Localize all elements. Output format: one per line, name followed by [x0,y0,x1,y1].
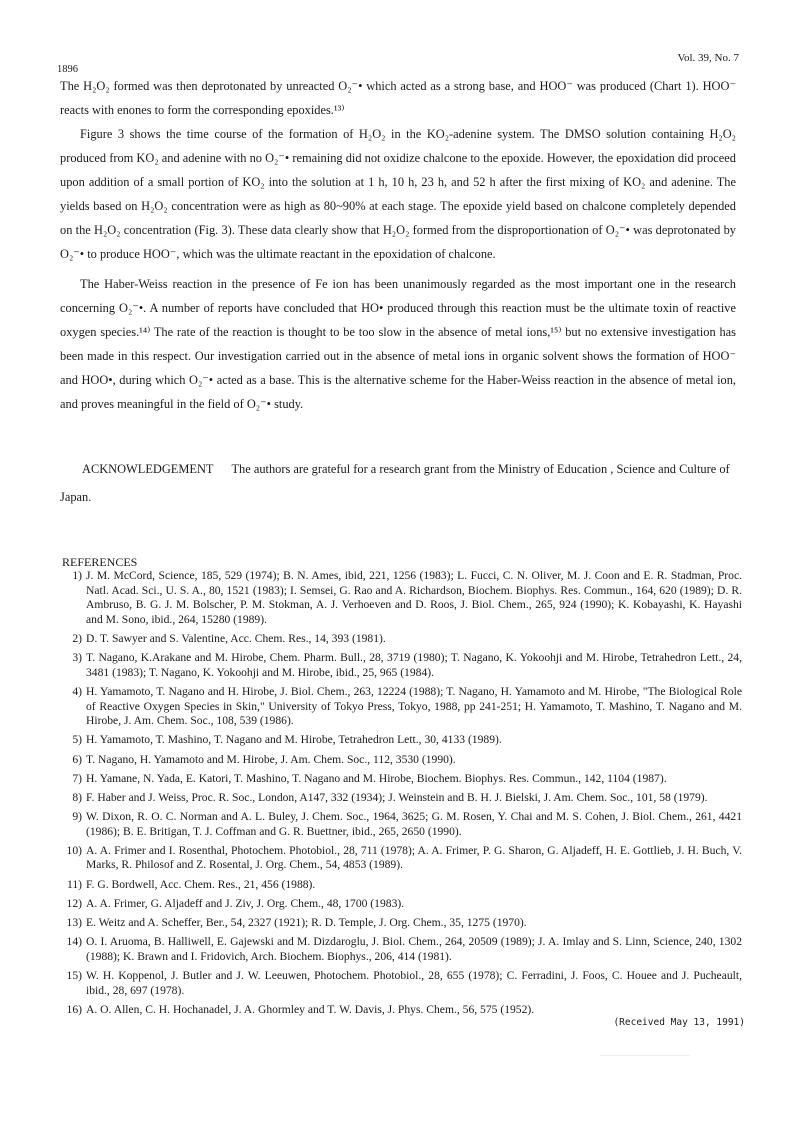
reference-item [62,791,742,806]
reference-item [62,772,742,787]
reference-number: 9) [72,810,82,824]
reference-text: O. I. Aruoma, B. Halliwell, E. Gajewski and M. Dizdaroglu, J. Biol. Chem., 264, 20509 (1989); J. A. Imlay and S. Linn, Science, 240, 1302 (1988); K. Brawn and I. Fridovich, Arch. Biochem. Biophys., 206, 414 (1981). [86,935,742,963]
reference-text: W. H. Koppenol, J. Butler and J. W. Leeuwen, Photochem. Photobiol., 28, 655 (1978); C. Ferradini, J. Foos, C. Houee and J. Pucheault, ibid., 28, 697 (1978). [86,968,742,997]
reference-item [62,810,742,839]
reference-number: 7) [72,771,82,785]
reference-number: 6) [72,752,82,766]
reference-text: H. Yamane, N. Yada, E. Katori, T. Mashino, T. Nagano and M. Hirobe, Biochem. Biophys. Res. Commun., 142, 1104 (1987). [86,771,667,785]
reference-number: 4) [72,684,82,698]
paragraph-2: Figure 3 shows the time course of the formation of H₂O₂ in the KO₂-adenine system. The DMSO solution containing H₂O₂ produced from KO₂ and adenine with no O₂⁻• remaining did not oxidize chalcone to the epoxide. However, the epoxidation did proceed upon addition of a small portion of KO₂ into the solution at 1 h, 10 h, 23 h, and 52 h after the first mixing of KO₂ and adenine. The yields based on H₂O₂ concentration were as high as 80~90% at each stage. The epoxide yield based on chalcone completely depended on the H₂O₂ concentration (Fig. 3). These data clearly show that H₂O₂ formed from the disproportionation of O₂⁻• was deprotonated by O₂⁻• to produce HOO⁻, which was the ultimate reactant in the epoxidation of chalcone. [60,127,736,261]
reference-number: 13) [66,916,82,929]
reference-number: 1) [72,569,82,582]
reference-number: 15) [66,968,82,982]
reference-number: 10) [66,843,82,857]
paragraph-3: The Haber-Weiss reaction in the presence of Fe ion has been unanimously regarded as the most important one in the research concerning O₂⁻•. A number of reports have concluded that HO• produced through this reaction must be the ultimate toxin of reactive oxygen species.¹⁴⁾ The rate of the reaction is thought to be too slow in the absence of metal ions,¹⁵⁾ but no extensive investigation has been made in this respect. Our investigation carried out in the absence of metal ions in organic solvent shows the formation of HOO⁻ and HOO•, during which O₂⁻• acted as a base. This is the alternative scheme for the Haber-Weiss reaction in the absence of metal ion, and proves meaningful in the field of O₂⁻• study. [60,277,736,411]
received-date: (Received May 13, 1991) [613,1017,745,1028]
page-number: 1896 [57,64,78,75]
reference-item [62,844,742,873]
reference-item [62,651,742,680]
body-text [60,74,736,416]
reference-item [62,916,742,931]
reference-item [62,569,742,627]
reference-number: 12) [66,896,82,910]
acknowledgement [60,455,736,511]
reference-text: D. T. Sawyer and S. Valentine, Acc. Chem. Res., 14, 393 (1981). [86,631,386,645]
reference-number: 16) [66,1002,82,1016]
reference-item [62,897,742,912]
reference-text: T. Nagano, H. Yamamoto and M. Hirobe, J. Am. Chem. Soc., 112, 3530 (1990). [86,752,456,766]
reference-item [62,935,742,964]
reference-item [62,632,742,647]
reference-text: H. Yamamoto, T. Mashino, T. Nagano and M. Hirobe, Tetrahedron Lett., 30, 4133 (1989). [86,733,502,747]
reference-text: F. G. Bordwell, Acc. Chem. Res., 21, 456 (1988). [86,877,316,891]
reference-number: 2) [72,631,82,645]
reference-text: F. Haber and J. Weiss, Proc. R. Soc., London, A147, 332 (1934); J. Weinstein and B. H. J. Bielski, J. Am. Chem. Soc., 101, 58 (1979). [86,790,708,804]
reference-number: 3) [72,651,82,665]
reference-text: W. Dixon, R. O. C. Norman and A. L. Buley, J. Chem. Soc., 1964, 3625; G. M. Rosen, Y. Chai and M. S. Cohen, J. Biol. Chem., 261, 4421 (1986); B. E. Britigan, T. J. Coffman and G. R. Buettner, ibid., 265, 2650 (1990). [86,810,742,838]
paragraph-1: The H₂O₂ formed was then deprotonated by unreacted O₂⁻• which acted as a strong base, and HOO⁻ was produced (Chart 1). HOO⁻ reacts with enones to form the corresponding epoxides.¹³⁾ [60,79,736,117]
reference-number: 14) [66,935,82,949]
reference-item [62,1003,742,1018]
reference-item [62,685,742,729]
reference-text: E. Weitz and A. Scheffer, Ber., 54, 2327 (1921); R. D. Temple, J. Org. Chem., 35, 1275 (1970). [86,916,527,929]
reference-number: 5) [72,733,82,747]
reference-text: H. Yamamoto, T. Nagano and H. Hirobe, J. Biol. Chem., 263, 12224 (1988); T. Nagano, H. Yamamoto and M. Hirobe, "The Biological Role of Reactive Oxygen Species in Skin," University of Tokyo Press, Tokyo, 1988, pp 241-251; H. Yamamoto, T. Mashino, T. Nagano and M. Hirobe, J. Am. Chem. Soc., 108, 539 (1986). [86,684,742,728]
reference-text: A. A. Frimer, G. Aljadeff and J. Ziv, J. Org. Chem., 48, 1700 (1983). [86,896,405,910]
reference-number: 11) [66,877,82,891]
references-title: REFERENCES [62,555,138,569]
reference-item [62,753,742,768]
reference-text: J. M. McCord, Science, 185, 529 (1974); B. N. Ames, ibid, 221, 1256 (1983); L. Fucci, C. N. Oliver, M. J. Coon and E. R. Stadman, Proc. Natl. Acad. Sci., U. S. A., 80, 1521 (1983); I. Semsei, G. Rao and A. Richardson, Biochem. Biophys. Res. Commun., 164, 620 (1989); D. R. Ambruso, B. G. J. M. Bolscher, P. M. Stokman, A. J. Verhoeven and D. Roos, J. Biol. Chem., 265, 924 (1990); K. Kobayashi, K. Hayashi and M. Sono, ibid., 264, 15280 (1989). [86,569,742,626]
references-list [62,569,742,1022]
acknowledgement-heading: ACKNOWLEDGEMENT [82,462,214,476]
reference-number: 8) [72,790,82,804]
reference-text: A. A. Frimer and I. Rosenthal, Photochem. Photobiol., 28, 711 (1978); A. A. Frimer, P. G. Sharon, G. Aljadeff, H. E. Gottlieb, J. H. Buch, V. Marks, R. Philosof and Z. Rosental, J. Org. Chem., 54, 4853 (1989). [86,843,742,872]
acknowledgement-text: The authors are grateful for a research grant from the Ministry of Education , Science and Culture of Japan. [60,462,730,504]
volume-label: Vol. 39, No. 7 [677,52,739,64]
reference-text: A. O. Allen, C. H. Hochanadel, J. A. Ghormley and T. W. Davis, J. Phys. Chem., 56, 575 (1952). [86,1002,535,1016]
reference-text: T. Nagano, K.Arakane and M. Hirobe, Chem. Pharm. Bull., 28, 3719 (1980); T. Nagano, K. Yokoohji and M. Hirobe, Tetrahedron Lett., 24, 3481 (1983); T. Nagano, K. Yokoohji and M. Hirobe, ibid., 25, 965 (1984). [86,651,742,679]
reference-item [62,969,742,998]
scan-artifact-line [600,1055,690,1056]
reference-item [62,878,742,893]
reference-item [62,733,742,748]
